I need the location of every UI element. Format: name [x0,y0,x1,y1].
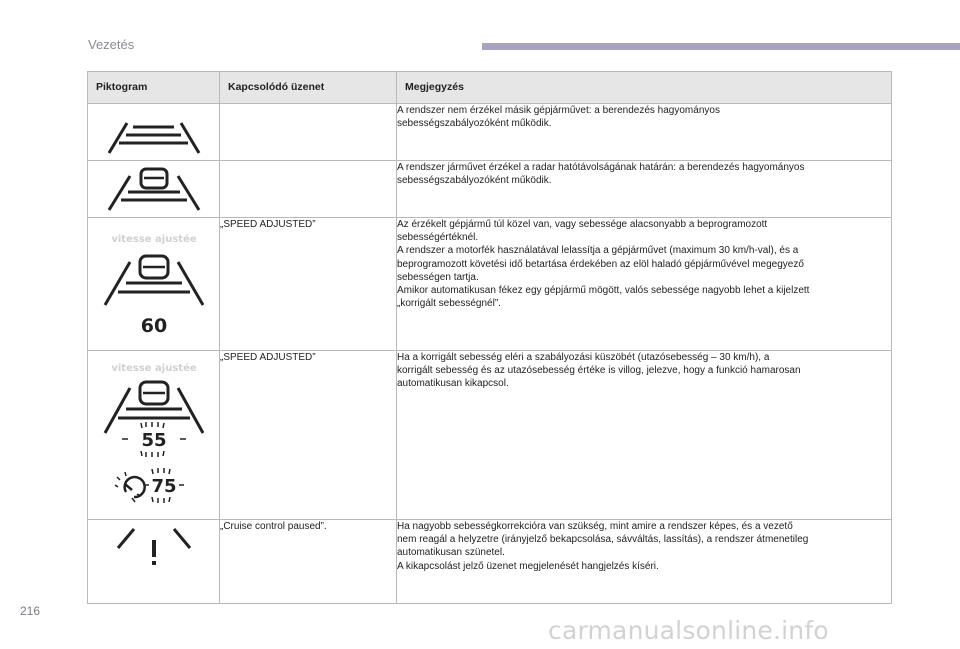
note-line: Ha a korrigált sebesség eléri a szabályozási küszöbét (utazósebesség – 30 km/h), a [397,352,770,363]
table-row [88,520,892,604]
note-line: Amikor automatikusan fékez egy gépjármű mögött, valós sebessége nagyobb lehet a kijelzett [397,285,810,297]
note-line: Az érzékelt gépjármű túl közel van, vagy sebessége alacsonyabb a beprogramozott [397,219,768,230]
lane-lines-icon [88,104,220,161]
header-note: Megjegyzés [397,72,892,104]
cruise-speed-value: 75 [151,476,177,497]
note-line: A rendszer nem érzékel másik gépjárművet: a berendezés hagyományos [397,105,720,116]
table-row [88,104,892,161]
note-line: automatikusan szünetel. [397,547,505,559]
note-line: „korrigált sebességnél”. [397,298,501,310]
cruise-flashing-speed-icon [88,461,220,511]
message-cell: „SPEED ADJUSTED” [220,351,397,520]
note-line: sebességértéknél. [397,232,479,244]
pictogram-cell [88,520,220,604]
note-line: A rendszer járművet érzékel a radar hatótávolságának határán: a berendezés hagyományos [397,162,805,173]
note-cell [397,520,892,604]
section-title: Vezetés [88,37,135,52]
table-row [88,218,892,351]
header-bar [482,43,960,50]
note-line: Ha nagyobb sebességkorrekcióra van szükség, mint amire a rendszer képes, és a vezető [397,521,793,532]
table-row [88,351,892,520]
adjusted-speed-label: vitesse ajustée [111,363,197,374]
pictogram-cell [88,351,220,520]
note-cell [397,351,892,520]
info-table [87,71,892,604]
car-ahead-speed-icon [88,218,220,351]
header-piktogram: Piktogram [88,72,220,104]
note-line: automatikusan kikapcsol. [397,378,509,390]
note-line: korrigált sebesség és az utazósebesség értéke is villog, jelezve, hogy a funkció hamarosan [397,365,801,377]
note-line: A kikapcsolást jelző üzenet megjelenését hangjelzés kíséri. [397,560,659,572]
adjusted-speed-value: 55 [141,430,167,451]
warning-icon [88,520,220,604]
note-cell [397,161,892,218]
adjusted-speed-value: 60 [140,315,168,337]
message-cell: „Cruise control paused”. [220,520,397,604]
pictogram-cell [88,218,220,351]
car-ahead-icon [88,161,220,218]
pictogram-cell [88,104,220,161]
header-message: Kapcsolódó üzenet [220,72,397,104]
page-number: 216 [20,604,41,618]
note-line: sebességszabályozóként működik. [397,118,552,130]
message-cell [220,104,397,161]
note-line: nem reagál a helyzetre (irányjelző bekapcsolása, sávváltás, lassítás), a rendszer átmenetileg [397,534,809,546]
table-header-row [88,72,892,104]
note-cell [397,218,892,351]
note-line: beprogramozott követési idő betartása érdekében az elöl haladó gépjárművével megegyező [397,258,804,270]
note-line: sebességszabályozóként működik. [397,175,552,187]
message-cell: „SPEED ADJUSTED” [220,218,397,351]
note-line: sebességen tartja. [397,271,479,283]
message-cell [220,161,397,218]
note-line: A rendszer a motorfék használatával lelassítja a gépjárművet (maximum 30 km/h-val), és a [397,245,799,257]
adjusted-speed-label: vitesse ajustée [111,234,197,245]
pictogram-cell [88,161,220,218]
note-cell [397,104,892,161]
watermark: carmanualsonline.info [548,616,829,645]
table-row [88,161,892,218]
